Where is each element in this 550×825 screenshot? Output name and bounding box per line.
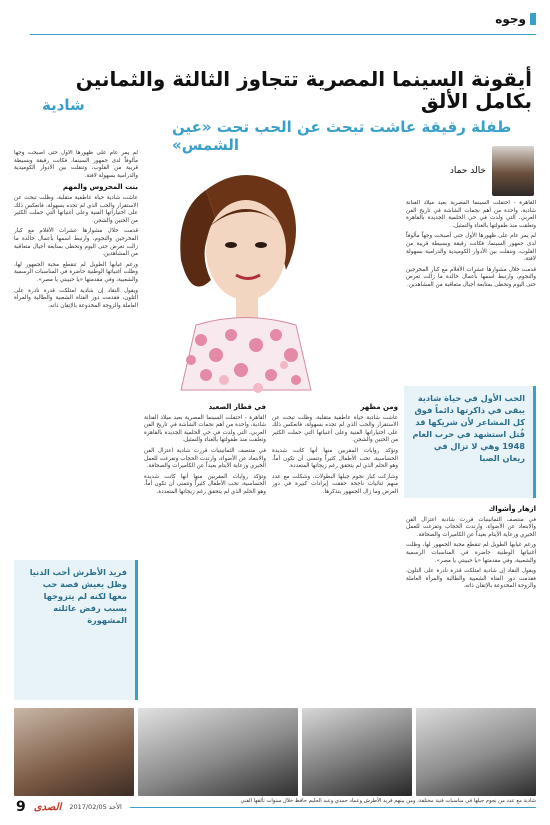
article-column-3 <box>144 400 266 700</box>
magazine-name: الصدى <box>33 801 62 813</box>
paragraph: لم يمر عام على ظهورها الأول حتى أصبحت وجهاً مألوفاً لدى جمهور السينما، فكانت رقيقة وبسيطة قريبة من القلوب، وتنقلت بين الأدوار الكوميدية والدرامية بسهولة لافتة. <box>14 150 138 179</box>
inline-subhead: ومن مظهر <box>360 403 398 411</box>
footer-rule <box>130 807 536 808</box>
article-column-1 <box>406 200 536 385</box>
pull-quote-2: فريد الأطرش أحب الدنيا وظل يعيش قصة حب معها لكنه لم يتزوجها بسبب رفض عائلته المشهورة <box>14 560 138 700</box>
pull-quote-1: الحب الأول في حياة شادية يبقى في ذاكرتها دائماً فوق كل المشاعر لأن شريكها قد قُتل استشهد في حرب العام 1948 وهي لا تزال في ريعان الصبا <box>404 386 536 498</box>
paragraph: ويقول النقاد إن شادية امتلكت قدرة نادرة على التلون، فقدمت دور الفتاة الشعبية والطالبة والمرأة العاملة والزوجة المخدوعة بالإتقان ذاته. <box>14 287 138 309</box>
top-rule <box>30 34 536 35</box>
headline: أيقونة السينما المصرية تتجاوز الثالثة والثمانين بكامل الألق <box>75 67 532 113</box>
paragraph: ويقول النقاد إن شادية امتلكت قدرة نادرة على التلون، فقدمت دور الفتاة الشعبية والطالبة والمرأة العاملة والزوجة المخدوعة بالإتقان ذاته. <box>406 568 536 590</box>
paragraph: عاشت شادية حياة عاطفية متقلبة، وظلت تبحث عن الاستقرار والحب الذي لم تجده بسهولة، فانعكس ذلك على اختياراتها الفنية وعلى أغنياتها التي حملت الكثير من الحنين والشجن. <box>14 194 138 224</box>
section-label: وجوه <box>495 12 526 26</box>
section-tag <box>495 12 536 26</box>
photo-caption: شادية مع عدد من نجوم جيلها في مناسبات فنية مختلفة، ومن بينهم فريد الأطرش وعماد حمدي وعبد الحليم حافظ خلال سنوات تألقها الفني <box>240 798 536 804</box>
page-footer <box>16 799 536 815</box>
subhead: طفلة رقيقة عاشت تبحث عن الحب تحت «عين الشمس» <box>172 118 512 154</box>
inline-subhead: في قطار الصعيد <box>208 403 266 411</box>
paragraph: ورغم غيابها الطويل لم تنقطع محبة الجمهور لها، وظلت أغنياتها الوطنية حاضرة في المناسبات الرسمية والشعبية، وفي مقدمتها «يا حبيبتي يا مصر». <box>14 261 138 283</box>
paragraph: وتؤكد روايات المقربين منها أنها كانت شديدة الحساسية، تحب الأطفال كثيراً وتتمنى أن تكون أماً، وهو الحلم الذي لم يتحقق رغم زيجاتها المتعددة. <box>272 447 398 470</box>
photo-4 <box>416 708 536 796</box>
article-column-2 <box>272 400 398 700</box>
photo-1 <box>14 708 134 796</box>
paragraph: في منتصف الثمانينيات قررت شادية اعتزال الفن والابتعاد عن الأضواء، وارتدت الحجاب وتفرغت للعمل الخيري ورعاية الأيتام بعيداً عن الكاميرات والصحافة. <box>406 516 536 538</box>
byline <box>404 146 534 198</box>
paragraph: لم يمر عام على ظهورها الأول حتى أصبحت وجهاً مألوفاً لدى جمهور السينما، فكانت رقيقة وبسيطة قريبة من القلوب، وتنقلت بين الأدوار الكوميدية والدرامية بسهولة لافتة. <box>406 233 536 263</box>
section-marker <box>530 13 536 25</box>
article-column-4 <box>14 150 138 555</box>
paragraph: قدمت خلال مشوارها عشرات الأفلام مع كبار المخرجين والنجوم، وارتبط اسمها بأعمال خالدة ما زالت تعرض حتى اليوم وتحظى بمتابعة أجيال متعاقبة من المشاهدين. <box>406 266 536 288</box>
caricature-illustration <box>136 150 336 400</box>
article-column-1b <box>406 502 536 702</box>
page-number: 9 <box>16 799 26 815</box>
paragraph: القاهرة - احتفلت السينما المصرية بعيد ميلاد الفنانة شادية، واحدة من أهم نجمات الشاشة في تاريخ الفن العربي، التي ولدت في حي الحلمية الجديدة بالقاهرة وتعلقت منذ طفولتها بالغناء والتمثيل. <box>144 414 266 444</box>
author-name: خالد حماد <box>449 166 486 176</box>
inline-subhead: ازهار وأشواك <box>488 505 536 513</box>
paragraph: في منتصف الثمانينيات قررت شادية اعتزال الفن والابتعاد عن الأضواء، وارتدت الحجاب وتفرغت للعمل الخيري ورعاية الأيتام بعيداً عن الكاميرات والصحافة. <box>144 447 266 470</box>
paragraph: القاهرة - احتفلت السينما المصرية بعيد ميلاد الفنانة شادية، واحدة من أهم نجمات الشاشة في تاريخ الفن العربي، التي ولدت في حي الحلمية الجديدة بالقاهرة وتعلقت منذ طفولتها بالغناء والتمثيل. <box>406 200 536 229</box>
issue-date: الأحد 2017/02/05 <box>69 803 122 811</box>
inline-subhead: بنت المحروس والمهم <box>62 183 138 192</box>
author-photo <box>492 146 534 196</box>
paragraph: وتؤكد روايات المقربين منها أنها كانت شديدة الحساسية، تحب الأطفال كثيراً وتتمنى أن تكون أماً، وهو الحلم الذي لم يتحقق رغم زيجاتها المتعددة. <box>144 473 266 495</box>
paragraph: ورغم غيابها الطويل لم تنقطع محبة الجمهور لها، وظلت أغنياتها الوطنية حاضرة في المناسبات الرسمية والشعبية، وفي مقدمتها «يا حبيبتي يا مصر». <box>406 542 536 564</box>
paragraph: وشاركت كبار نجوم جيلها البطولات، وشكلت مع عدد منهم ثنائيات ناجحة حققت إيرادات كبيرة في دور العرض وما زال الجمهور يتذكرها. <box>272 473 398 495</box>
paragraph: قدمت خلال مشوارها عشرات الأفلام مع كبار المخرجين والنجوم، وارتبط اسمها بأعمال خالدة ما زالت تعرض حتى اليوم وتحظى بمتابعة أجيال متعاقبة من المشاهدين. <box>14 228 138 258</box>
paragraph: عاشت شادية حياة عاطفية متقلبة، وظلت تبحث عن الاستقرار والحب الذي لم تجده بسهولة، فانعكس ذلك على اختياراتها الفنية وعلى أغنياتها التي حملت الكثير من الحنين والشجن. <box>272 414 398 444</box>
photo-2 <box>138 708 298 796</box>
photo-strip <box>14 708 536 796</box>
photo-3 <box>302 708 412 796</box>
kicker: شادية <box>42 96 85 114</box>
